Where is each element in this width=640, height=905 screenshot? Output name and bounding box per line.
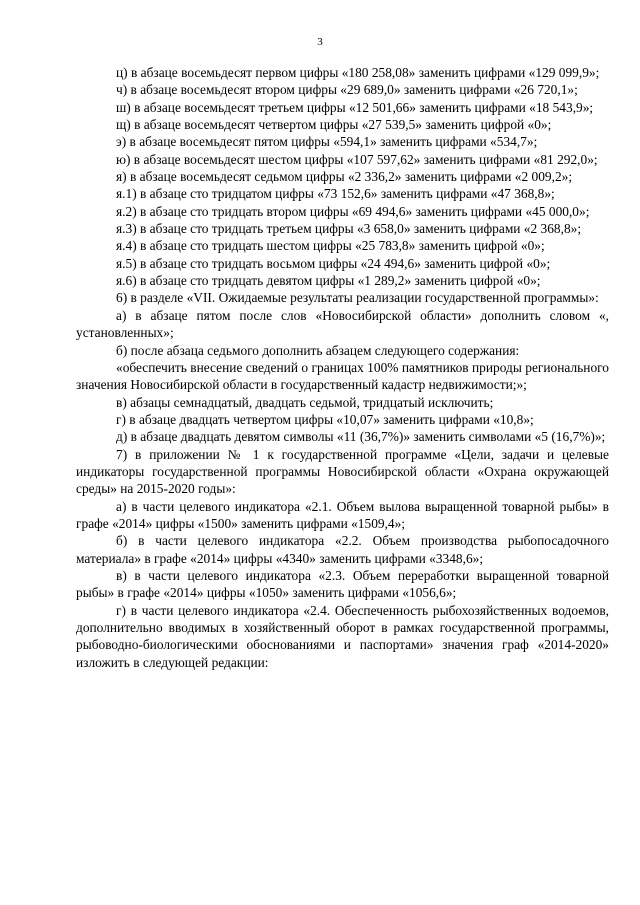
indicator-item-g: г) в части целевого индикатора «2.4. Обеспеченность рыбохозяйственных водоемов, дополнительно вводимых в хозяйственный оборот в рамках государственной программы, рыбоводно-биологическими обоснованиями и паспортами» значения граф «2014-2020» изложить в следующей редакции: — [76, 602, 609, 670]
section-item-7: 7) в приложении № 1 к государственной программе «Цели, задачи и целевые индикаторы государственной программы Новосибирской области «Охрана окружающей среды» на 2015-2020 годы»: — [76, 446, 609, 497]
paragraph-item-ts: ц) в абзаце восемьдесят первом цифры «180 258,08» заменить цифрами «129 099,9»; — [116, 65, 600, 80]
paragraph-item-yu: ю) в абзаце восемьдесят шестом цифры «107 597,62» заменить цифрами «81 292,0»; — [116, 151, 598, 167]
subitem-g: г) в абзаце двадцать четвертом цифры «10,07» заменить цифрами «10,8»; — [116, 411, 534, 427]
section-item-6: 6) в разделе «VII. Ожидаемые результаты реализации государственной программы»: — [116, 290, 599, 306]
indicator-item-b: б) в части целевого индикатора «2.2. Объем производства рыбопосадочного материала» в графе «2014» цифры «4340» заменить цифрами «3348,6»; — [76, 533, 609, 566]
indicator-item-a: а) в части целевого индикатора «2.1. Объем вылова выращенной товарной рыбы» в графе «2014» цифры «1500» заменить цифрами «1509,4»; — [76, 498, 609, 531]
subitem-v: в) абзацы семнадцатый, двадцать седьмой, тридцатый исключить; — [116, 394, 494, 410]
indicator-item-v: в) в части целевого индикатора «2.3. Объем переработки выращенной товарной рыбы» в графе «2014» цифры «1050» заменить цифрами «1056,6»; — [76, 567, 609, 601]
paragraph-item-shch: щ) в абзаце восемьдесят четвертом цифры «27 539,5» заменить цифрой «0»; — [116, 117, 552, 133]
paragraph-item-ya: я) в абзаце восемьдесят седьмом цифры «2 336,2» заменить цифрами «2 009,2»; — [116, 169, 573, 185]
subitem-b: б) после абзаца седьмого дополнить абзацем следующего содержания: — [116, 342, 520, 358]
paragraph-item-ch: ч) в абзаце восемьдесят втором цифры «29 689,0» заменить цифрами «26 720,1»; — [116, 82, 578, 98]
subitem-a: а) в абзаце пятом после слов «Новосибирской области» дополнить словом «, установленных»; — [76, 307, 609, 341]
document-body — [76, 64, 609, 671]
paragraph-item-sh: ш) в абзаце восемьдесят третьем цифры «12 501,66» заменить цифрами «18 543,9»; — [116, 99, 594, 115]
paragraph-item-ya-3: я.3) в абзаце сто тридцать третьем цифры «3 658,0» заменить цифрами «2 368,8»; — [116, 221, 582, 237]
paragraph-item-ya-5: я.5) в абзаце сто тридцать восьмом цифры «24 494,6» заменить цифрой «0»; — [116, 255, 551, 271]
paragraph-item-ya-4: я.4) в абзаце сто тридцать шестом цифры «25 783,8» заменить цифрой «0»; — [116, 238, 545, 254]
paragraph-item-ya-1: я.1) в абзаце сто тридцатом цифры «73 152,6» заменить цифрами «47 368,8»; — [116, 186, 555, 202]
paragraph-item-ya-6: я.6) в абзаце сто тридцать девятом цифры «1 289,2» заменить цифрой «0»; — [116, 273, 541, 289]
subitem-d: д) в абзаце двадцать девятом символы «11 (36,7%)» заменить символами «5 (16,7%)»; — [116, 429, 606, 445]
paragraph-item-ya-2: я.2) в абзаце сто тридцать втором цифры «69 494,6» заменить цифрами «45 000,0»; — [116, 203, 590, 219]
quoted-paragraph: «обеспечить внесение сведений о границах 100% памятников природы регионального значения Новосибирской области в государственный кадастр недвижимости;»; — [76, 359, 609, 393]
paragraph-item-e: э) в абзаце восемьдесят пятом цифры «594,1» заменить цифрами «534,7»; — [116, 134, 538, 150]
page-number: 3 — [317, 36, 323, 48]
